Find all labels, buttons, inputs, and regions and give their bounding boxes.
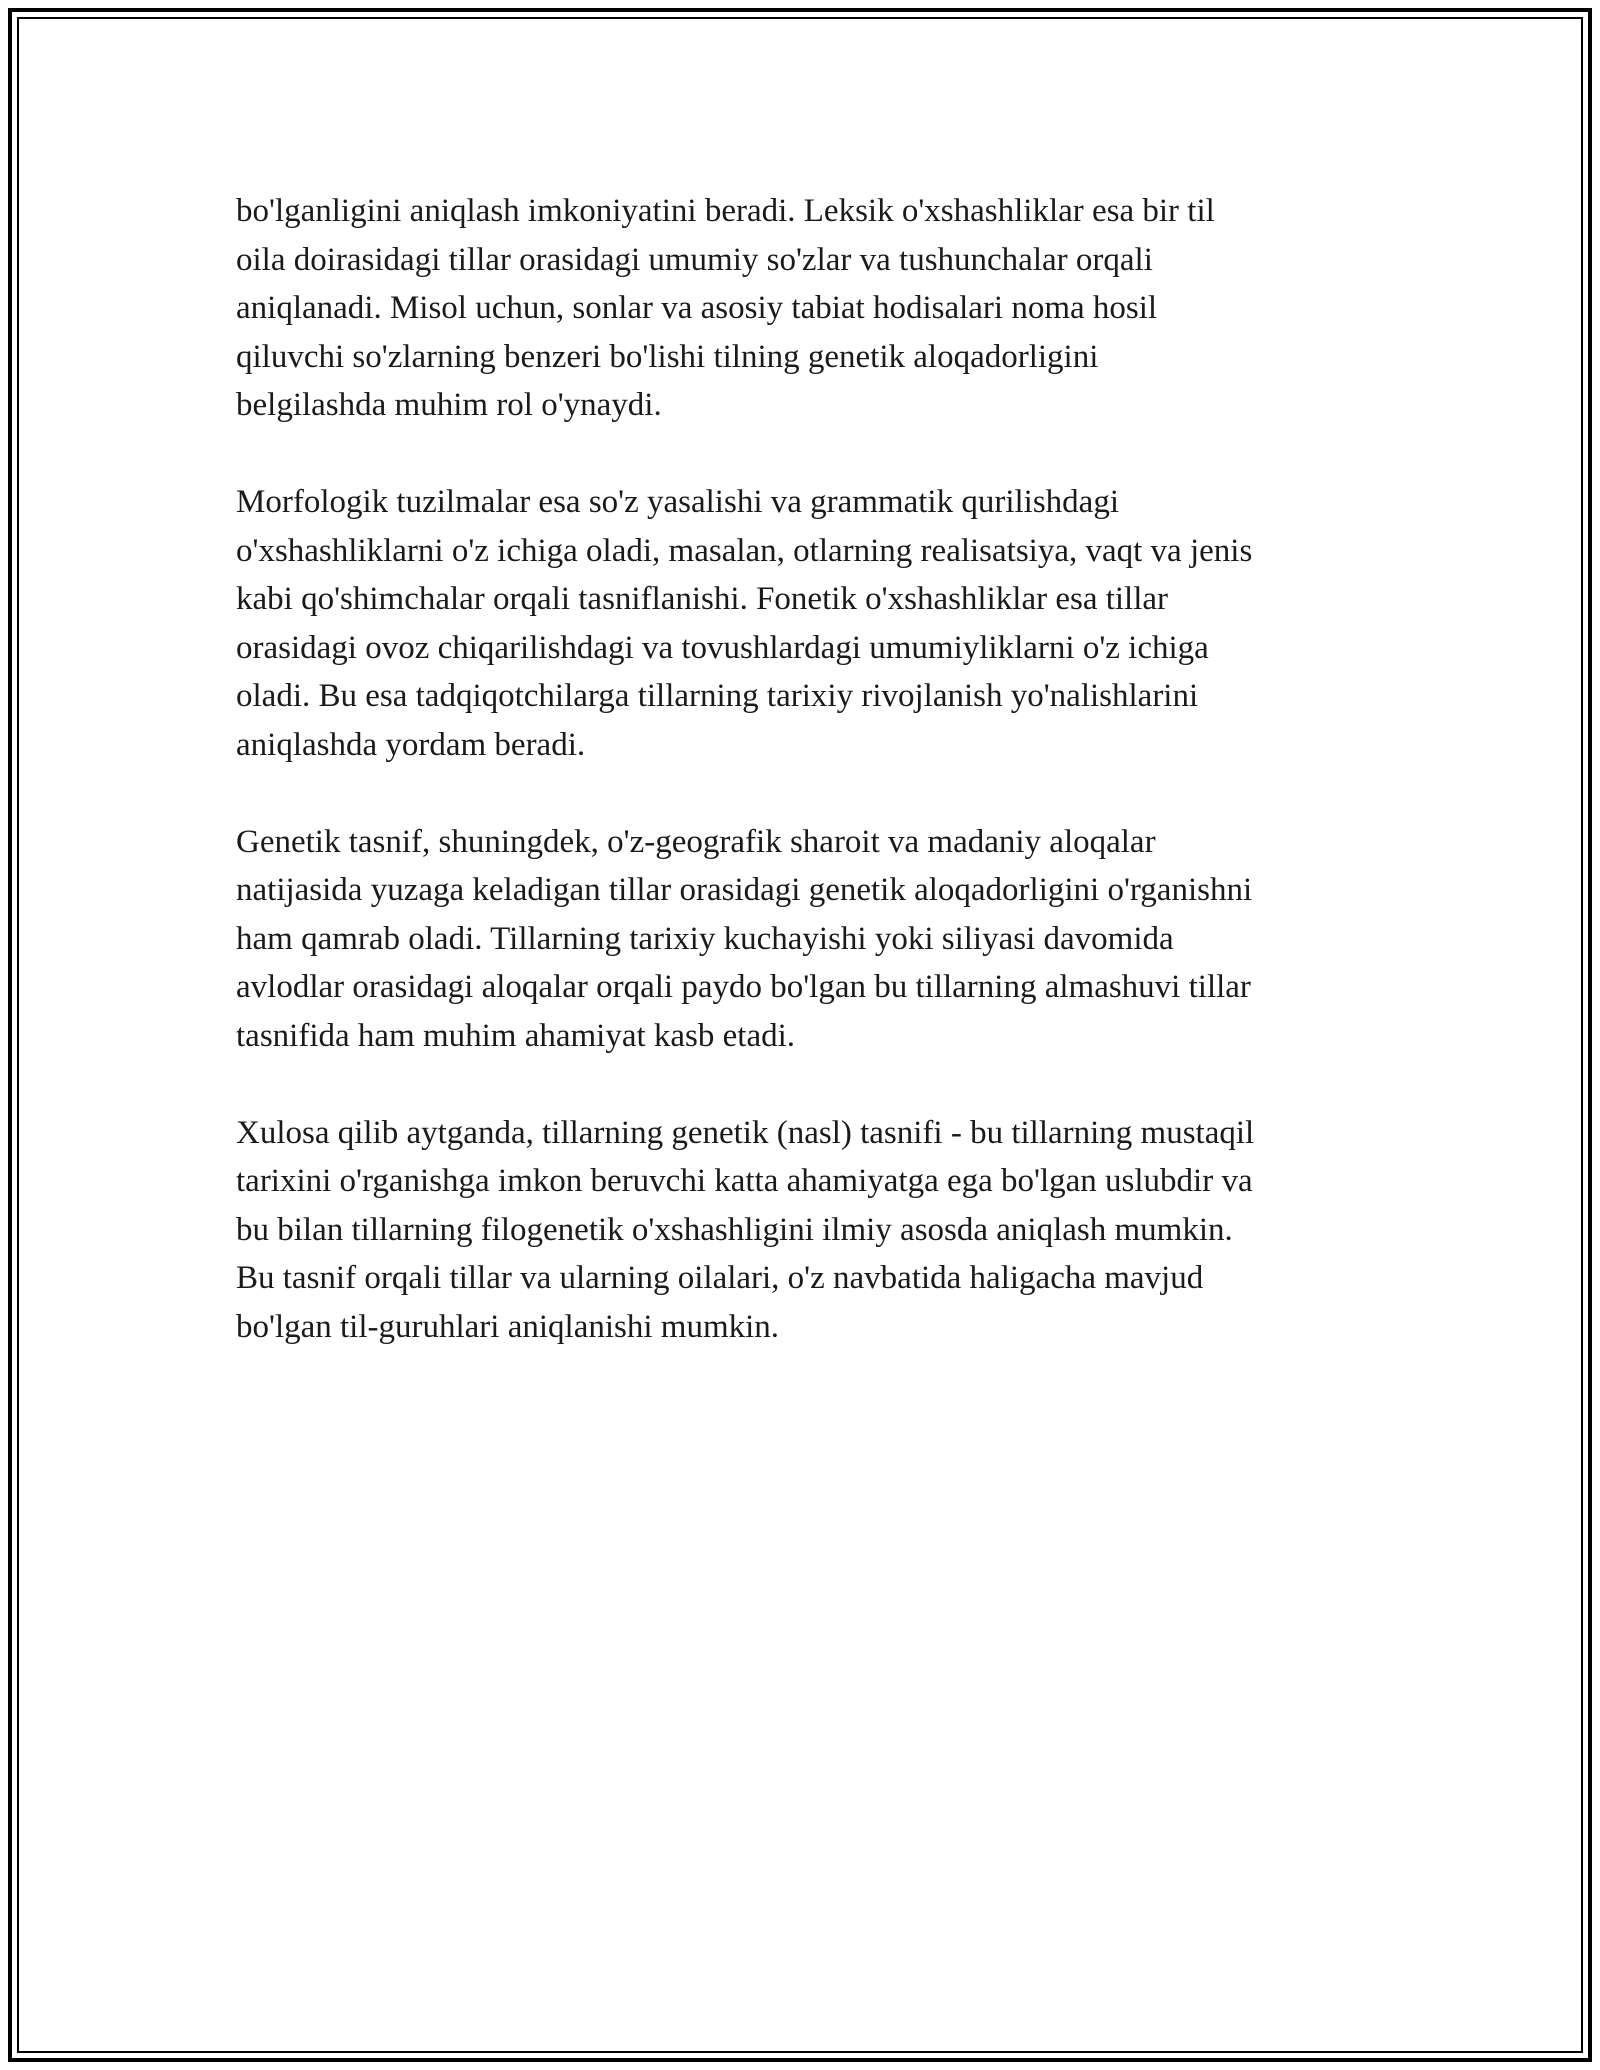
text-line: bo'lgan til-guruhlari aniqlanishi mumkin.	[236, 1308, 780, 1345]
text-line: oila doirasidagi tillar orasidagi umumiy so'zlar va tushunchalar orqali	[236, 241, 1153, 278]
text-line: orasidagi ovoz chiqarilishdagi va tovushlardagi umumiyliklarni o'z ichiga	[236, 629, 1209, 666]
text-line: Genetik tasnif, shuningdek, o'z-geografik sharoit va madaniy aloqalar	[236, 823, 1156, 860]
text-line: Morfologik tuzilmalar esa so'z yasalishi va grammatik qurilishdagi	[236, 484, 1119, 520]
text-line: oladi. Bu esa tadqiqotchilarga tillarning tarixiy rivojlanish yo'nalishlarini	[236, 678, 1199, 714]
paragraph-2	[236, 478, 1376, 769]
text-line: ham qamrab oladi. Tillarning tarixiy kuchayishi yoki siliyasi davomida	[236, 920, 1174, 957]
text-line: o'xshashliklarni o'z ichiga oladi, masalan, otlarning realisatsiya, vaqt va jenis	[236, 532, 1253, 569]
text-line: bo'lganligini aniqlash imkoniyatini beradi. Leksik o'xshashliklar esa bir til	[236, 193, 1215, 229]
text-line: aniqlanadi. Misol uchun, sonlar va asosiy tabiat hodisalari noma hosil	[236, 290, 1158, 326]
text-line: tarixini o'rganishga imkon beruvchi katta ahamiyatga ega bo'lgan uslubdir va	[236, 1163, 1253, 1199]
paragraph-4	[236, 1109, 1376, 1352]
text-line: aniqlashda yordam beradi.	[236, 726, 586, 763]
document-body	[236, 187, 1376, 1400]
text-line: kabi qo'shimchalar orqali tasniflanishi. Fonetik o'xshashliklar esa tillar	[236, 581, 1169, 617]
text-line: Bu tasnif orqali tillar va ularning oilalari, o'z navbatida haligacha mavjud	[236, 1260, 1204, 1296]
text-line: avlodlar orasidagi aloqalar orqali paydo bo'lgan bu tillarning almashuvi tillar	[236, 969, 1251, 1005]
text-line: belgilashda muhim rol o'ynaydi.	[236, 387, 662, 423]
text-line: tasnifida ham muhim ahamiyat kasb etadi.	[236, 1017, 796, 1054]
text-line: bu bilan tillarning filogenetik o'xshashligini ilmiy asosda aniqlash mumkin.	[236, 1211, 1233, 1248]
text-line: natijasida yuzaga keladigan tillar orasidagi genetik aloqadorligini o'rganishni	[236, 872, 1253, 908]
text-line: Xulosa qilib aytganda, tillarning genetik (nasl) tasnifi - bu tillarning mustaqil	[236, 1114, 1255, 1151]
text-line: qiluvchi so'zlarning benzeri bo'lishi tilning genetik aloqadorligini	[236, 338, 1099, 375]
paragraph-3	[236, 818, 1376, 1061]
paragraph-1	[236, 187, 1376, 430]
